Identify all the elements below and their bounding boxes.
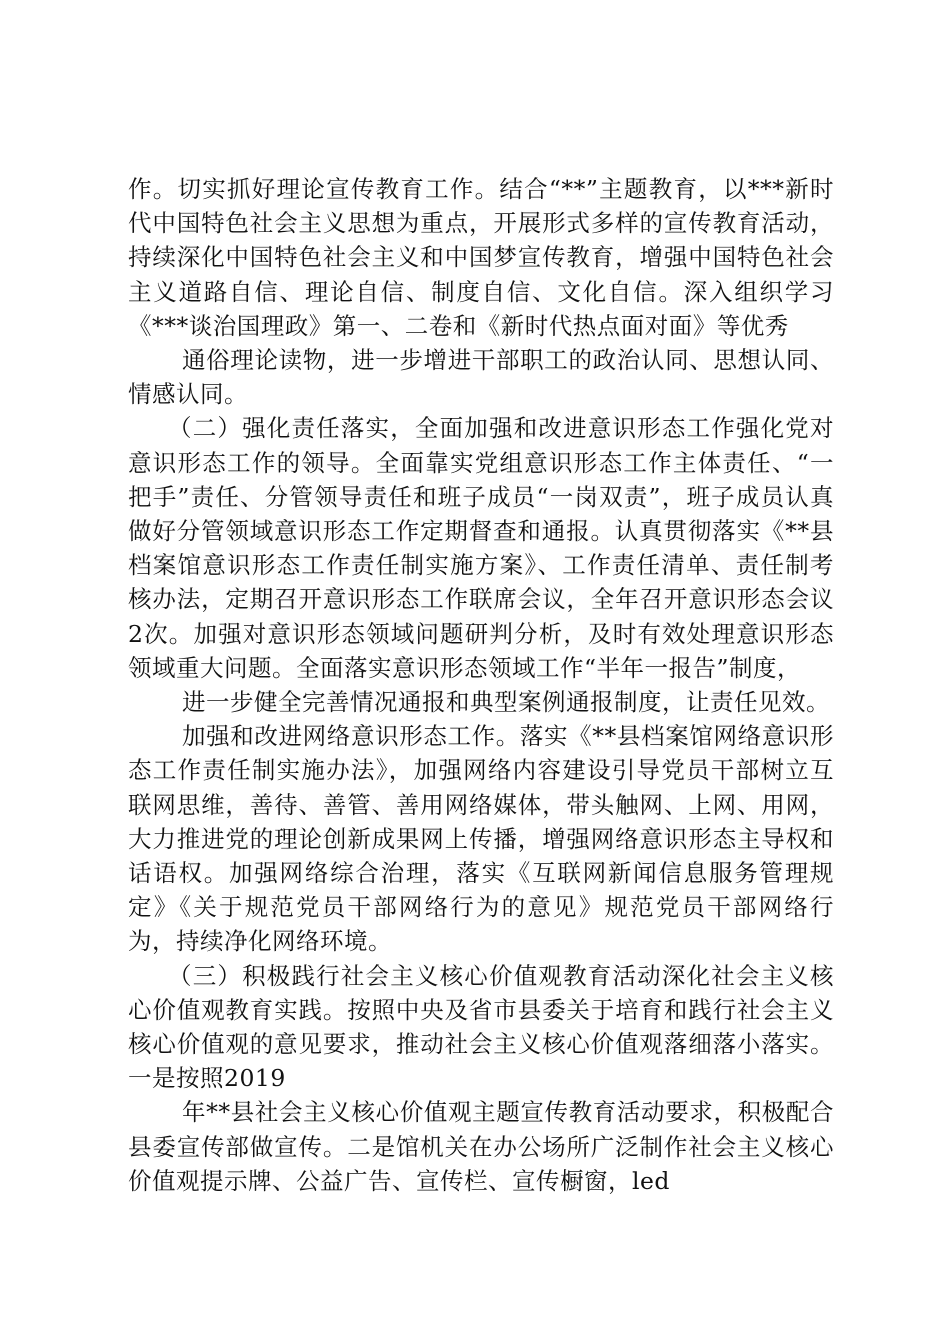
paragraph-7: 年**县社会主义核心价值观主题宣传教育活动要求，积极配合县委宣传部做宣传。二是馆机关在办公场所广泛制作社会主义核心价值观提示牌、公益广告、宣传栏、宣传橱窗，led — [128, 1098, 834, 1195]
document-body — [128, 172, 834, 1198]
paragraph-5: 加强和改进网络意识形态工作。落实《**县档案馆网络意识形态工作责任制实施办法》，加强网络内容建设引导党员干部树立互联网思维，善待、善管、善用网络媒体，带头触网、上网、用网，大力推进党的理论创新成果网上传播，增强网络意识形态主导权和话语权。加强网络综合治理，落实《互联网新闻信息服务管理规定》《关于规范党员干部网络行为的意见》规范党员干部网络行为，持续净化网络环境。 — [128, 722, 834, 956]
paragraph-3: （二）强化责任落实，全面加强和改进意识形态工作强化党对意识形态工作的领导。全面靠实党组意识形态工作主体责任、“一把手”责任、分管领导责任和班子成员“一岗双责”，班子成员认真做好分管领域意识形态工作定期督查和通报。认真贯彻落实《**县档案馆意识形态工作责任制实施方案》、工作责任清单、责任制考核办法，定期召开意识形态工作联席会议，全年召开意识形态会议2次。加强对意识形态领域问题研判分析，及时有效处理意识形态领域重大问题。全面落实意识形态领域工作“半年一报告”制度， — [128, 414, 834, 682]
paragraph-1: 作。切实抓好理论宣传教育工作。结合“**”主题教育，以***新时代中国特色社会主义思想为重点，开展形式多样的宣传教育活动，持续深化中国特色社会主义和中国梦宣传教育，增强中国特色社会主义道路自信、理论自信、制度自信、文化自信。深入组织学习《***谈治国理政》第一、二卷和《新时代热点面对面》等优秀 — [128, 175, 834, 340]
paragraph-4: 进一步健全完善情况通报和典型案例通报制度，让责任见效。 — [182, 688, 830, 717]
paragraph-6: （三）积极践行社会主义核心价值观教育活动深化社会主义核心价值观教育实践。按照中央及省市县委关于培育和践行社会主义核心价值观的意见要求，推动社会主义核心价值观落细落小落实。一是按照2019 — [128, 961, 834, 1093]
paragraph-2: 通俗理论读物，进一步增进干部职工的政治认同、思想认同、情感认同。 — [128, 346, 834, 409]
